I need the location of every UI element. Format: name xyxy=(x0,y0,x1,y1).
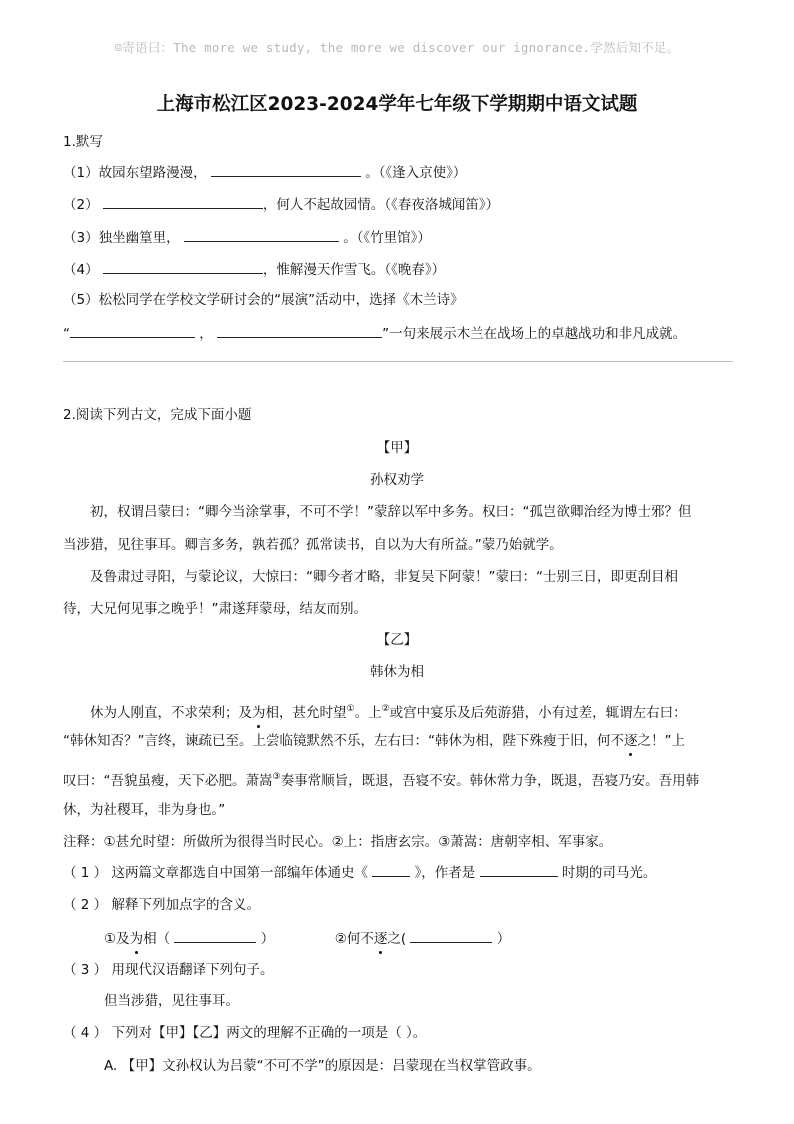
dotted-char: 逐 xyxy=(373,931,388,947)
sub-question-4 xyxy=(63,1023,733,1043)
answer-blank[interactable] xyxy=(372,862,410,877)
item-number: （1） xyxy=(63,165,99,181)
answer-blank[interactable] xyxy=(410,928,492,943)
answer-blank[interactable] xyxy=(174,928,256,943)
passage-yi-line: 休，为社稷耳，非为身也。” xyxy=(63,802,226,818)
q1-item-2 xyxy=(63,194,499,215)
passage-jia-line: 及鲁肃过寻阳，与蒙论议，大惊曰：“卿今者才略，非复吴下阿蒙！”蒙曰：“士别三日，即更刮目相 xyxy=(90,569,678,585)
q1-item-5 xyxy=(63,290,464,310)
sub-question-2-items xyxy=(104,928,774,949)
q1-item-4 xyxy=(63,259,445,280)
item-text: ”一句来展示木兰在战场上的卓越战功和非凡成就。 xyxy=(382,326,687,342)
dotted-char: 逐 xyxy=(623,733,638,749)
passage-jia-line: 当涉猎，见往事耳。卿言多务，孰若孤？孤常读书，自以为大有所益。”蒙乃始就学。 xyxy=(63,537,563,553)
sub-question-1 xyxy=(63,862,733,883)
item-text: 下列对【甲】【乙】两文的理解不正确的一项是（ ）。 xyxy=(111,1025,427,1041)
answer-blank[interactable] xyxy=(103,194,263,209)
passage-yi-title: 韩休为相 xyxy=(370,664,424,680)
separator: ， xyxy=(199,326,213,342)
text-span: ） xyxy=(260,931,275,947)
dotted-char: 为 xyxy=(129,931,144,947)
footnote-marker: ① xyxy=(346,704,355,714)
item-number: （3） xyxy=(63,230,99,246)
item-text: 用现代汉语翻译下列句子。 xyxy=(111,962,274,978)
answer-blank[interactable] xyxy=(103,259,263,274)
passage-jia-label: 【甲】 xyxy=(376,440,418,456)
passage-yi-line xyxy=(63,731,733,751)
text-span: 叹曰：“吾貌虽瘦，天下必肥。萧嵩 xyxy=(63,773,273,789)
text-span: ①及 xyxy=(104,931,130,947)
q2-heading: 2.阅读下列古文，完成下面小题 xyxy=(63,407,252,423)
passage-jia-title: 孙权劝学 xyxy=(370,472,424,488)
answer-blank[interactable] xyxy=(480,862,558,877)
q1-item-1 xyxy=(63,162,466,183)
text-span: 相，甚允时望 xyxy=(265,705,347,721)
section-divider xyxy=(63,361,733,362)
dotted-char: 为 xyxy=(252,705,266,721)
passage-jia-line: 初，权谓吕蒙曰：“卿今当涂掌事，不可不学！”蒙辞以军中多务。权曰：“孤岂欲卿治经为博士邪？但 xyxy=(90,504,692,520)
passage-jia-line: 待，大兄何见事之晚乎！”肃遂拜蒙母，结友而别。 xyxy=(63,601,367,617)
item-text: 时期的司马光。 xyxy=(561,865,657,881)
text-span: 或宫中宴乐及后苑游猎，小有过差，辄谓左右曰： xyxy=(389,705,687,721)
sub-question-3 xyxy=(63,960,733,980)
text-span: 奏事常顺旨，既退，吾寝不安。韩休常力争，既退，吾寝乃安。吾用韩 xyxy=(280,773,700,789)
text-span: 休为人刚直，不求荣利；及 xyxy=(90,705,252,721)
q1-item-5-line2 xyxy=(63,323,686,344)
item-text: 》，作者是 xyxy=(414,865,476,881)
item-text: ，惟解漫天作雪飞。（《晚春》） xyxy=(262,262,446,278)
item-text: 故园东望路漫漫， xyxy=(98,165,207,181)
item-number: （ 2 ） xyxy=(63,897,108,913)
header-motto: ☺寄语曰：The more we study, the more we discover our ignorance.学然后知不足。 xyxy=(114,40,680,55)
text-span: 之( xyxy=(387,931,407,947)
item-text: ，何人不起故园情。（《春夜洛城闻笛》） xyxy=(262,197,500,213)
item-text: 。（《逢入京使》） xyxy=(365,165,467,181)
item-number: （ 3 ） xyxy=(63,962,108,978)
q1-item-3 xyxy=(63,227,431,248)
quote-open: “ xyxy=(63,326,70,342)
answer-blank[interactable] xyxy=(217,323,382,338)
item-number: （4） xyxy=(63,262,99,278)
item-text: 。（《竹里馆》） xyxy=(343,230,431,246)
text-span: 之！”上 xyxy=(637,733,685,749)
page-title: 上海市松江区2023-2024学年七年级下学期期中语文试题 xyxy=(156,94,638,115)
text-span: ②何不 xyxy=(334,931,374,947)
footnotes: 注释：①甚允时望：所做所为很得当时民心。②上：指唐玄宗。③萧嵩：唐朝宰相、军事家。 xyxy=(63,834,613,850)
item-text: 这两篇文章都选自中国第一部编年体通史《 xyxy=(111,865,368,881)
text-span: 相（ xyxy=(143,931,171,947)
passage-yi-line xyxy=(63,767,733,791)
sub-question-2 xyxy=(63,895,733,915)
text-span: 。上 xyxy=(354,705,382,721)
item-text: 解释下列加点字的含义。 xyxy=(111,897,260,913)
translation-sentence: 但当涉猎，见往事耳。 xyxy=(104,993,239,1009)
item-number: （ 1 ） xyxy=(63,865,108,881)
answer-blank[interactable] xyxy=(70,323,195,338)
item-number: （2） xyxy=(63,197,99,213)
footnote-marker: ② xyxy=(381,704,390,714)
answer-blank[interactable] xyxy=(184,227,339,242)
passage-yi-label: 【乙】 xyxy=(376,632,418,648)
footnote-marker: ③ xyxy=(272,772,281,782)
item-text: 独坐幽篁里， xyxy=(98,230,180,246)
item-number: （5） xyxy=(63,292,99,308)
passage-yi-line xyxy=(90,699,760,723)
text-span: “韩休知否？”言终，谏疏已至。上尝临镜默然不乐，左右曰：“韩休为相，陛下殊瘦于旧，何不 xyxy=(63,733,624,749)
q1-heading: 1.默写 xyxy=(63,134,103,150)
text-span: ） xyxy=(496,931,511,947)
option-a: A. 【甲】文孙权认为吕蒙“不可不学”的原因是：吕蒙现在当权掌管政事。 xyxy=(104,1058,541,1074)
item-number: （ 4 ） xyxy=(63,1025,108,1041)
item-text: 松松同学在学校文学研讨会的“展演”活动中，选择《木兰诗》 xyxy=(98,292,464,308)
answer-blank[interactable] xyxy=(211,162,361,177)
